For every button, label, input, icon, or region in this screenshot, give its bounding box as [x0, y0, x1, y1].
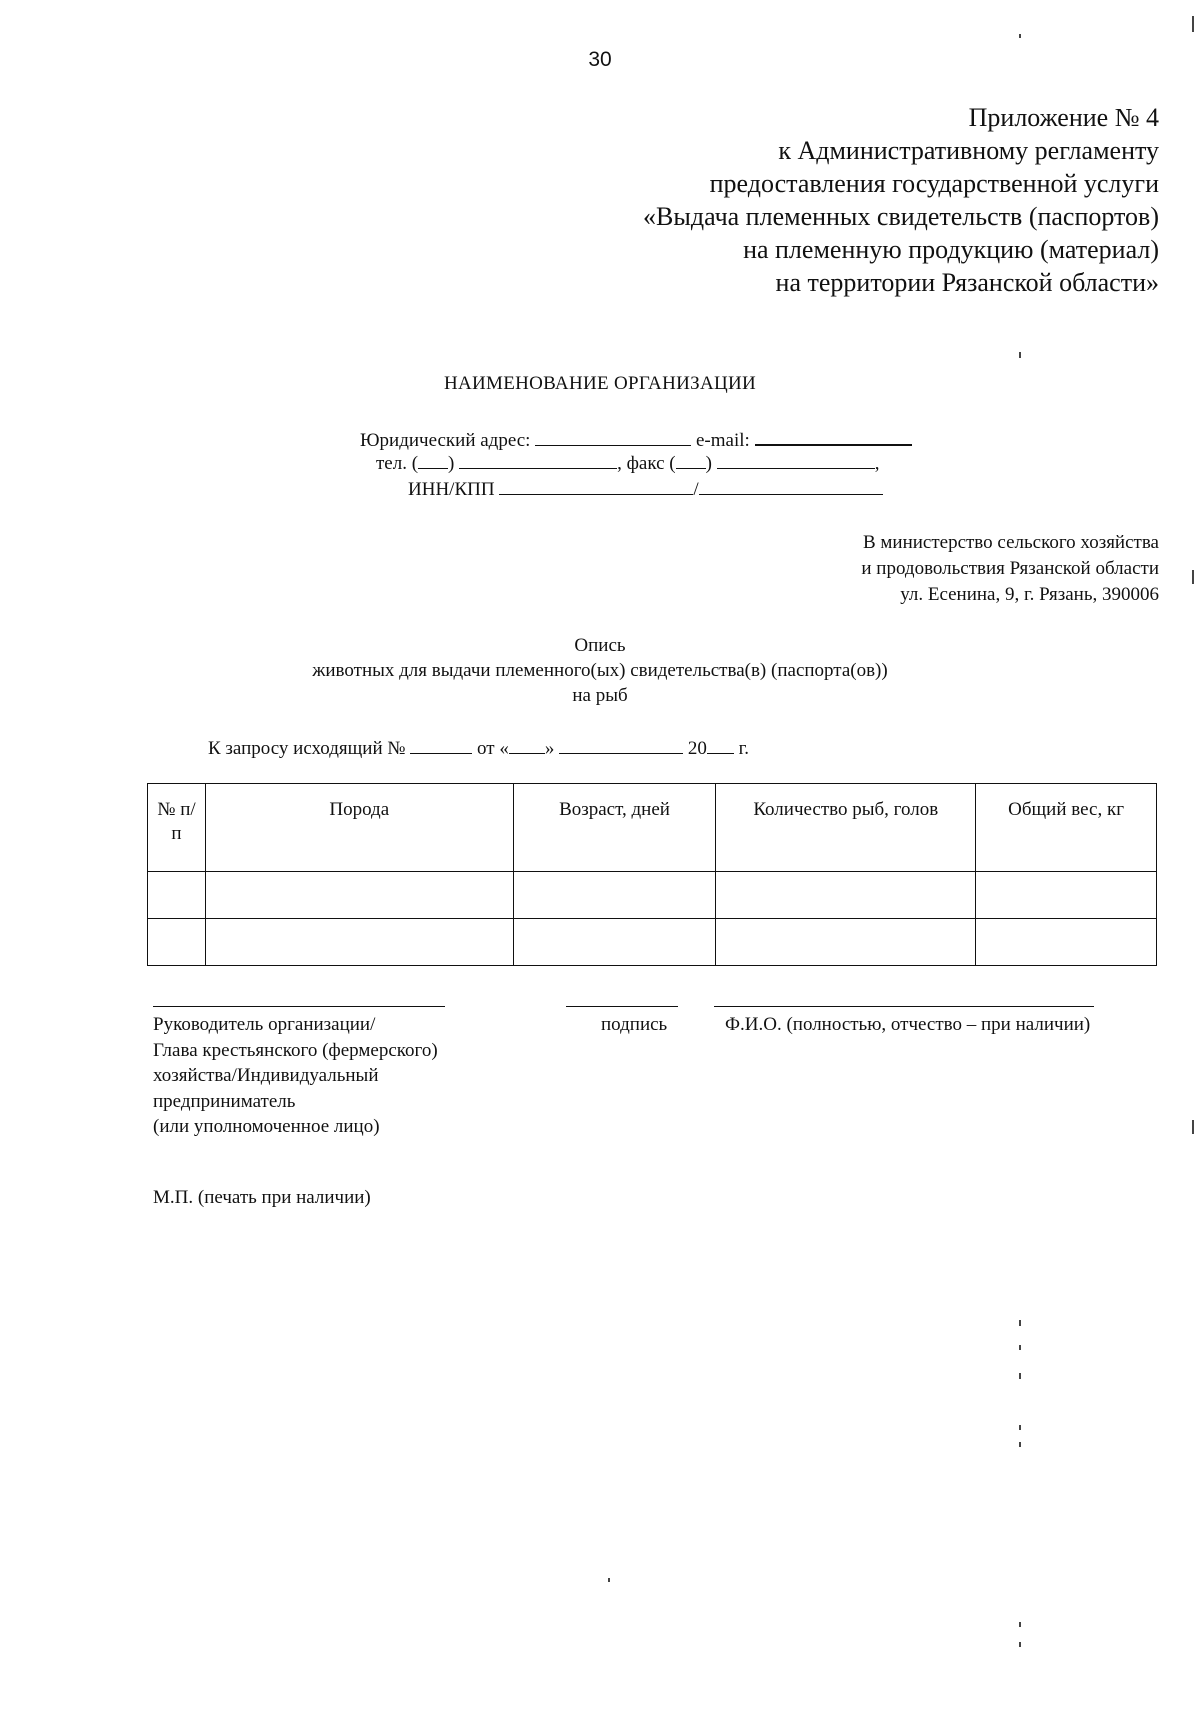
scan-speck — [1192, 1120, 1194, 1134]
fax-code-blank[interactable] — [676, 451, 706, 469]
table-row — [148, 872, 1157, 919]
recipient-line: ул. Есенина, 9, г. Рязань, 390006 — [900, 584, 1159, 605]
signature-caption: подпись — [601, 1014, 668, 1035]
address-label: Юридический адрес: — [360, 430, 531, 451]
organization-name-placeholder: НАИМЕНОВАНИЕ ОРГАНИЗАЦИИ — [443, 373, 757, 394]
inventory-subtitle: животных для выдачи племенного(ых) свидетельства(в) (паспорта(ов)) — [312, 660, 888, 681]
column-header-number: № п/п — [148, 784, 206, 872]
table-cell[interactable] — [976, 872, 1157, 919]
full-name-line[interactable] — [714, 1006, 1094, 1007]
phone-label: тел. ( — [376, 453, 419, 474]
scan-speck — [1192, 16, 1194, 32]
fax-comma: , — [874, 453, 880, 474]
inventory-subject: на рыб — [572, 685, 628, 706]
column-header-weight: Общий вес, кг — [976, 784, 1157, 872]
table-row — [148, 919, 1157, 966]
recipient-line: В министерство сельского хозяйства — [862, 532, 1159, 553]
request-quote: » — [544, 738, 555, 759]
table-cell[interactable] — [205, 919, 513, 966]
appendix-line: предоставления государственной услуги — [709, 169, 1159, 198]
table-cell[interactable] — [716, 872, 976, 919]
position-line: (или уполномоченное лицо) — [153, 1116, 380, 1137]
inn-slash: / — [693, 479, 699, 500]
column-header-age: Возраст, дней — [513, 784, 716, 872]
scan-speck — [1192, 570, 1194, 584]
email-label: e-mail: — [695, 430, 750, 451]
table-cell[interactable] — [205, 872, 513, 919]
scan-speck — [608, 1578, 610, 1582]
request-year-suffix: г. — [738, 738, 749, 759]
stamp-note: М.П. (печать при наличии) — [153, 1187, 371, 1208]
address-row — [360, 427, 912, 452]
phone-row — [376, 451, 879, 475]
scan-speck — [1019, 1622, 1021, 1627]
scan-speck — [1019, 1345, 1021, 1350]
inventory-title: Опись — [574, 635, 626, 656]
table-header-row — [148, 784, 1157, 872]
table-cell[interactable] — [148, 919, 206, 966]
position-line: хозяйства/Индивидуальный — [153, 1065, 379, 1086]
scan-speck — [1019, 34, 1021, 38]
phone-paren: ) — [448, 453, 455, 474]
appendix-line: на территории Рязанской области» — [775, 268, 1159, 297]
inn-label: ИНН/КПП — [408, 479, 495, 500]
position-line: предприниматель — [153, 1090, 296, 1112]
signatory-position — [153, 1012, 438, 1140]
table-cell[interactable] — [513, 872, 716, 919]
scan-speck — [1019, 1642, 1021, 1647]
request-month-blank[interactable] — [559, 736, 683, 754]
fax-label: , факс ( — [617, 453, 676, 474]
appendix-header — [643, 101, 1159, 299]
request-reference — [208, 736, 749, 760]
recipient-address — [861, 530, 1159, 608]
signature-line[interactable] — [566, 1006, 678, 1007]
scan-speck — [1019, 1320, 1021, 1326]
table-cell[interactable] — [513, 919, 716, 966]
scan-speck — [1019, 352, 1021, 358]
phone-code-blank[interactable] — [418, 451, 448, 469]
appendix-line: «Выдача племенных свидетельств (паспортов) — [643, 202, 1159, 231]
appendix-line: к Административному регламенту — [778, 136, 1159, 165]
inn-row — [408, 477, 883, 501]
inn-blank[interactable] — [499, 477, 693, 495]
full-name-caption: Ф.И.О. (полностью, отчество – при наличии) — [725, 1014, 1091, 1035]
address-blank[interactable] — [535, 428, 691, 446]
inventory-heading — [0, 633, 1200, 708]
appendix-line: на племенную продукцию (материал) — [743, 235, 1159, 264]
scan-speck — [1019, 1425, 1021, 1430]
request-year-prefix: 20 — [687, 738, 707, 759]
request-prefix: К запросу исходящий № — [208, 738, 406, 759]
appendix-line: Приложение № 4 — [968, 103, 1159, 132]
request-from: от « — [477, 738, 509, 759]
recipient-line: и продовольствия Рязанской области — [861, 558, 1159, 579]
position-signature-line[interactable] — [153, 1006, 445, 1007]
kpp-blank[interactable] — [699, 477, 883, 495]
table-cell[interactable] — [716, 919, 976, 966]
scan-speck — [1019, 1373, 1021, 1379]
column-header-fish-count: Количество рыб, голов — [716, 784, 976, 872]
table-cell[interactable] — [976, 919, 1157, 966]
scan-speck — [1019, 1442, 1021, 1447]
email-blank[interactable] — [755, 427, 912, 446]
fax-number-blank[interactable] — [717, 451, 875, 469]
fax-paren: ) — [705, 453, 712, 474]
request-number-blank[interactable] — [410, 736, 472, 754]
column-header-breed: Порода — [205, 784, 513, 872]
phone-number-blank[interactable] — [459, 451, 617, 469]
request-year-blank[interactable] — [707, 736, 734, 754]
position-line: Глава крестьянского (фермерского) — [153, 1039, 438, 1061]
page-number: 30 — [588, 48, 612, 71]
request-day-blank[interactable] — [509, 736, 545, 754]
inventory-table — [147, 783, 1157, 966]
table-cell[interactable] — [148, 872, 206, 919]
position-line: Руководитель организации/ — [153, 1014, 376, 1035]
